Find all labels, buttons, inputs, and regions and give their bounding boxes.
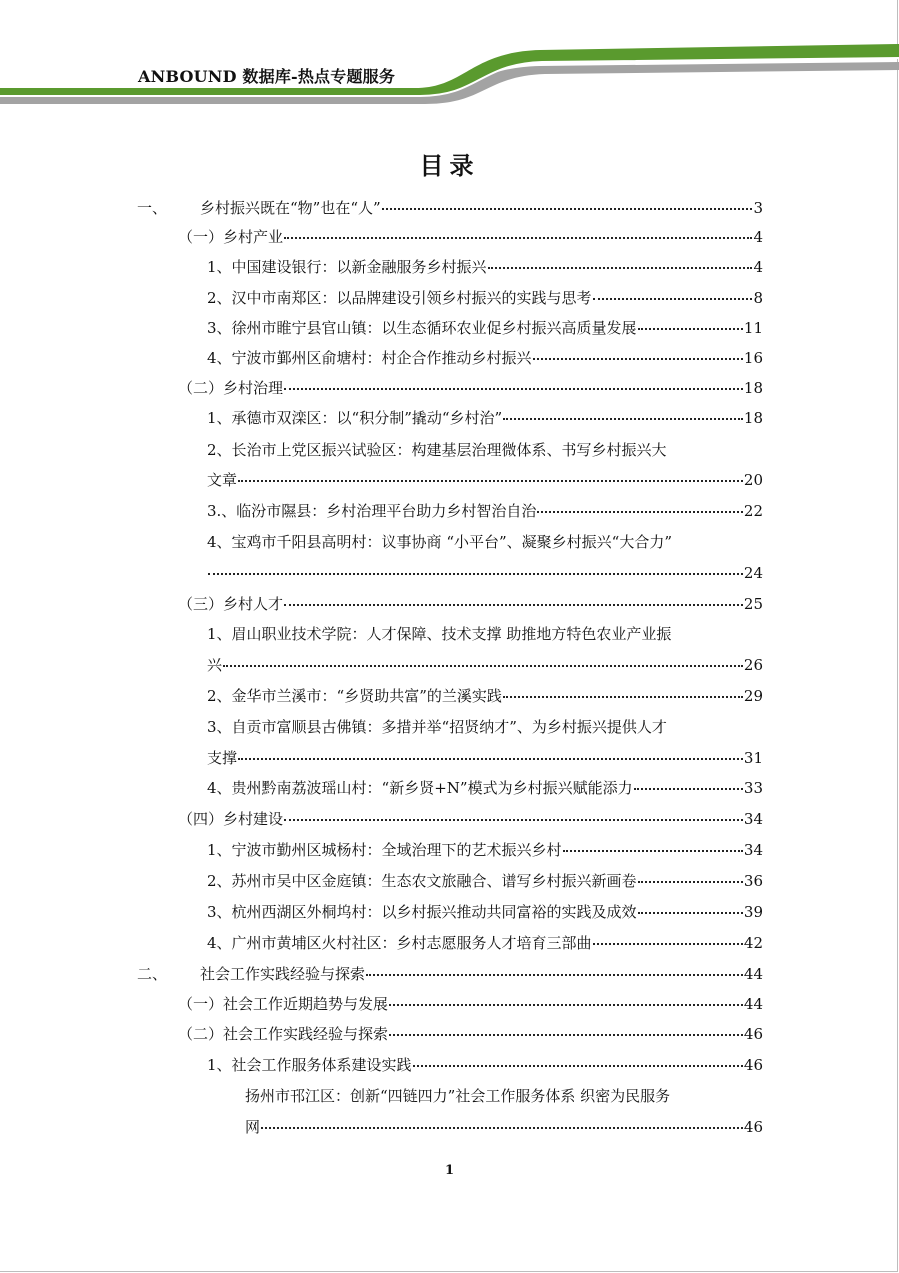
toc-entry-text: 2、汉中市南郑区：以品牌建设引领乡村振兴的实践与思考 <box>207 289 592 307</box>
toc-entry-text: 支撑 <box>207 749 238 767</box>
toc-title: 目录 <box>419 151 480 180</box>
dot-leader <box>284 237 752 239</box>
toc-entry[interactable] <box>207 840 763 860</box>
toc-entry-page: 33 <box>743 779 763 797</box>
toc-entry[interactable] <box>207 318 763 338</box>
toc-entry[interactable] <box>245 1086 763 1106</box>
toc-entry-text: 4、宝鸡市千阳县高明村：议事协商 “小平台”、凝聚乡村振兴“大合力” <box>207 533 672 551</box>
dot-leader <box>593 943 743 945</box>
dot-leader <box>638 328 743 330</box>
dot-leader <box>389 1034 743 1036</box>
toc-entry-text: 3、徐州市睢宁县官山镇：以生态循环农业促乡村振兴高质量发展 <box>207 319 637 337</box>
toc-entry-text: 文章 <box>207 471 238 489</box>
toc-entry-page: 16 <box>743 349 763 367</box>
toc-entry-text: （二）社会工作实践经验与探索 <box>178 1025 389 1043</box>
toc-entry-text: 3、杭州西湖区外桐坞村：以乡村振兴推动共同富裕的实践及成效 <box>207 903 637 921</box>
toc-entry-page: 26 <box>743 656 763 674</box>
toc-entry[interactable] <box>207 933 763 953</box>
toc-entry-page: 34 <box>743 841 763 859</box>
toc-entry-text: 2、长治市上党区振兴试验区：构建基层治理微体系、书写乡村振兴大 <box>207 441 667 459</box>
dot-leader <box>382 208 753 210</box>
toc-entry-page: 11 <box>743 319 763 337</box>
page-number: 1 <box>444 1163 455 1178</box>
toc-entry[interactable] <box>207 624 763 644</box>
toc-entry-page: 18 <box>743 379 763 397</box>
dot-leader <box>593 298 753 300</box>
dot-leader <box>563 850 743 852</box>
toc-entry-text: 1、社会工作服务体系建设实践 <box>207 1056 412 1074</box>
dot-leader <box>537 511 743 513</box>
dot-leader <box>366 974 743 976</box>
toc-entry-text: 1、承德市双滦区：以“积分制”撬动“乡村治” <box>207 409 503 427</box>
toc-entry-page: 44 <box>743 995 763 1013</box>
toc-entry[interactable] <box>207 686 763 706</box>
toc-entry-page: 44 <box>743 965 763 983</box>
dot-leader <box>238 758 743 760</box>
dot-leader <box>533 358 743 360</box>
dot-leader <box>208 573 743 575</box>
toc-entry-text: 3.、临汾市隰县：乡村治理平台助力乡村智治自治 <box>207 502 537 520</box>
toc-entry[interactable] <box>137 964 763 984</box>
toc-entry-page: 34 <box>743 810 763 828</box>
toc-entry[interactable] <box>207 778 763 798</box>
dot-leader <box>638 881 743 883</box>
page-header <box>0 0 899 110</box>
toc-entry-text: （一）社会工作近期趋势与发展 <box>178 995 389 1013</box>
toc-entry[interactable] <box>178 227 763 247</box>
dot-leader <box>284 388 743 390</box>
toc-entry[interactable] <box>178 994 763 1014</box>
toc-entry-text: 网 <box>245 1118 261 1136</box>
toc-entry-text: 1、眉山职业技术学院：人才保障、技术支撑 助推地方特色农业产业振 <box>207 625 672 643</box>
toc-entry-text: （一）乡村产业 <box>178 228 284 246</box>
toc-entry-number: 二、 <box>137 965 168 983</box>
toc-entry-text: 4、贵州黔南荔波瑶山村：“新乡贤+N”模式为乡村振兴赋能添力 <box>207 779 633 797</box>
toc-entry[interactable] <box>207 717 763 737</box>
dot-leader <box>488 267 753 269</box>
toc-entry-page: 25 <box>743 595 763 613</box>
dot-leader <box>284 819 743 821</box>
toc-entry[interactable] <box>207 532 763 552</box>
toc-entry-continuation[interactable] <box>207 563 763 583</box>
toc-entry-text: 4、广州市黄埔区火村社区：乡村志愿服务人才培育三部曲 <box>207 934 592 952</box>
toc-entry[interactable] <box>178 809 763 829</box>
toc-entry-page: 22 <box>743 502 763 520</box>
toc-entry-number: 一、 <box>137 199 168 217</box>
toc-entry-page: 31 <box>743 749 763 767</box>
toc-entry-continuation[interactable] <box>245 1117 763 1137</box>
dot-leader <box>223 665 743 667</box>
toc-entry-page: 36 <box>743 872 763 890</box>
toc-entry-page: 46 <box>743 1056 763 1074</box>
toc-entry-page: 3 <box>753 199 763 217</box>
toc-entry-text: （二）乡村治理 <box>178 379 284 397</box>
toc-entry-page: 29 <box>743 687 763 705</box>
toc-entry-text: 2、苏州市吴中区金庭镇：生态农文旅融合、谱写乡村振兴新画卷 <box>207 872 637 890</box>
toc-entry[interactable] <box>207 440 763 460</box>
toc-entry-page: 4 <box>753 228 763 246</box>
toc-entry-text: 1、中国建设银行：以新金融服务乡村振兴 <box>207 258 487 276</box>
toc-entry-text: 兴 <box>207 656 223 674</box>
toc-entry[interactable] <box>207 408 763 428</box>
dot-leader <box>634 788 743 790</box>
toc-entry[interactable] <box>207 1055 763 1075</box>
toc-entry-page: 4 <box>753 258 763 276</box>
toc-entry-page: 46 <box>743 1118 763 1136</box>
toc-entry-page: 46 <box>743 1025 763 1043</box>
toc-entry-page: 42 <box>743 934 763 952</box>
toc-entry-text: 1、宁波市勤州区城杨村：全域治理下的艺术振兴乡村 <box>207 841 562 859</box>
toc-entry-page: 24 <box>743 564 763 582</box>
toc-entry[interactable] <box>178 1024 763 1044</box>
dot-leader <box>503 418 743 420</box>
dot-leader <box>389 1004 743 1006</box>
toc-entry-text: 社会工作实践经验与探索 <box>200 965 366 983</box>
toc-entry-text: 扬州市邗江区：创新“四链四力”社会工作服务体系 织密为民服务 <box>245 1087 671 1105</box>
toc-entry[interactable] <box>178 378 763 398</box>
dot-leader <box>503 696 743 698</box>
toc-entry[interactable] <box>178 594 763 614</box>
header-swoosh <box>0 0 899 110</box>
toc-entry-continuation[interactable] <box>207 748 763 768</box>
toc-entry[interactable] <box>137 198 763 218</box>
dot-leader <box>261 1127 743 1129</box>
toc-entry[interactable] <box>207 871 763 891</box>
toc-entry[interactable] <box>207 902 763 922</box>
toc-entry-text: 4、宁波市鄞州区俞塘村：村企合作推动乡村振兴 <box>207 349 532 367</box>
toc-entry[interactable] <box>207 288 763 308</box>
toc-entry[interactable] <box>207 348 763 368</box>
toc-entry-text: 2、金华市兰溪市：“乡贤助共富”的兰溪实践 <box>207 687 502 705</box>
toc-entry-page: 20 <box>743 471 763 489</box>
toc-entry-continuation[interactable] <box>207 655 763 675</box>
dot-leader <box>284 604 743 606</box>
toc-entry-text: （四）乡村建设 <box>178 810 284 828</box>
dot-leader <box>413 1065 743 1067</box>
toc-entry-continuation[interactable] <box>207 470 763 490</box>
toc-entry-text: 3、自贡市富顺县古佛镇：多措并举“招贤纳才”、为乡村振兴提供人才 <box>207 718 667 736</box>
toc-entry-page: 8 <box>753 289 763 307</box>
header-title: ANBOUND 数据库-热点专题服务 <box>138 67 396 86</box>
toc-entry[interactable] <box>207 501 763 521</box>
toc-entry-text: 乡村振兴既在“物”也在“人” <box>200 199 381 217</box>
toc-entry-page: 39 <box>743 903 763 921</box>
dot-leader <box>238 480 743 482</box>
toc-entry-text: （三）乡村人才 <box>178 595 284 613</box>
toc-entry-page: 18 <box>743 409 763 427</box>
toc-entry[interactable] <box>207 257 763 277</box>
dot-leader <box>638 912 743 914</box>
